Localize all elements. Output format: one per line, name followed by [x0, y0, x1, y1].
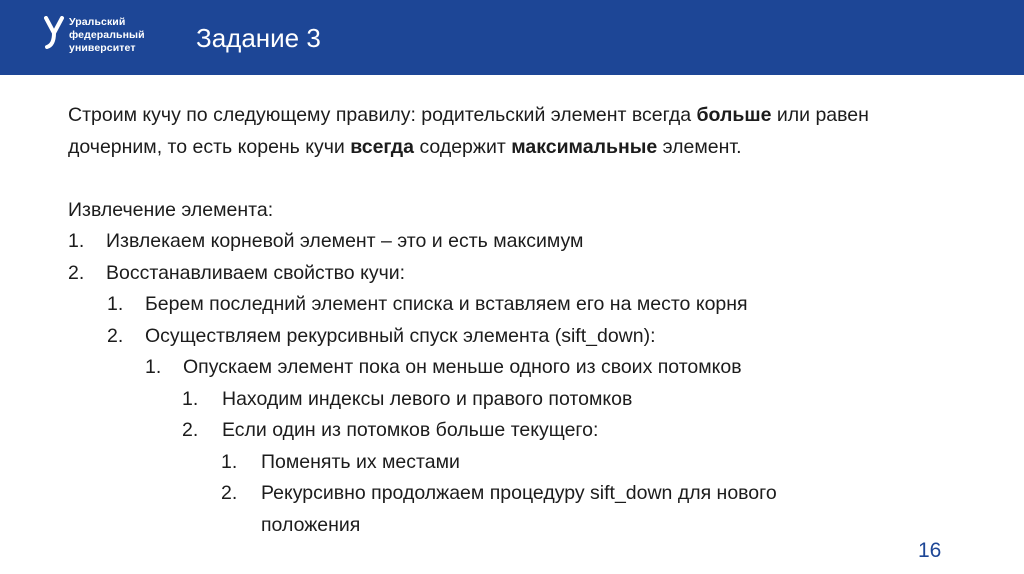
list-item-number: 2. — [221, 482, 238, 504]
list-item-text: Восстанавливаем свойство кучи: — [106, 261, 406, 284]
list-item-number: 1. — [182, 387, 199, 410]
list-item-number: 2. — [107, 324, 124, 347]
list-item-number: 1. — [107, 293, 124, 315]
intro-text-4: элемент. — [657, 135, 742, 158]
paragraph-spacer — [68, 163, 948, 195]
slide-header — [0, 0, 1024, 75]
list-item — [68, 384, 948, 416]
university-logo — [44, 16, 174, 60]
list-item-text: Берем последний элемент списка и вставляем его на место корня — [145, 293, 748, 315]
list-item-text: Осуществляем рекурсивный спуск элемента (sift_down): — [145, 324, 656, 347]
list-item-text: Извлекаем корневой элемент – это и есть максимум — [106, 230, 584, 252]
list-item-text: Если один из потомков больше текущего: — [222, 419, 599, 441]
list-item — [68, 352, 948, 384]
list-item-text: Опускаем элемент пока он меньше одного из своих потомков — [183, 356, 742, 378]
list-item-number: 1. — [68, 230, 85, 252]
page-number: 16 — [918, 539, 942, 562]
intro-text-2: или равен дочерним, то есть корень кучи — [68, 104, 869, 158]
intro-bold-3: максимальные — [511, 135, 658, 158]
university-name-line-2: федеральный — [69, 29, 145, 41]
university-name-line-1: Уральский — [69, 16, 126, 28]
list-item-text: Рекурсивно продолжаем процедуру sift_down для нового — [261, 482, 777, 504]
intro-bold-2: всегда — [350, 135, 415, 158]
list-item — [68, 258, 948, 290]
list-item — [68, 321, 948, 353]
list-item — [68, 226, 948, 258]
list-item — [68, 415, 948, 447]
intro-text-3: содержит — [414, 135, 512, 158]
university-name — [69, 16, 145, 55]
list-item-number: 2. — [182, 419, 199, 441]
section-title: Извлечение элемента: — [68, 198, 274, 221]
list-item-text: Находим индексы левого и правого потомков — [222, 387, 633, 410]
ural-federal-university-logo-icon — [44, 16, 66, 50]
list-item-continuation — [68, 510, 948, 542]
list-item — [68, 289, 948, 321]
list-item — [68, 447, 948, 479]
intro-text-1: Строим кучу по следующему правилу: родительский элемент всегда — [68, 104, 697, 126]
slide-title: Задание 3 — [196, 23, 321, 53]
slide-content — [68, 100, 948, 541]
list-item-number: 1. — [145, 356, 162, 378]
list-item-text: положения — [261, 513, 361, 536]
list-item-number: 1. — [221, 450, 238, 473]
university-name-line-3: университет — [69, 42, 136, 54]
list-item — [68, 478, 948, 510]
intro-paragraph — [68, 100, 948, 163]
list-item-number: 2. — [68, 261, 85, 284]
intro-bold-1: больше — [696, 104, 772, 126]
list-item-text: Поменять их местами — [261, 450, 460, 473]
